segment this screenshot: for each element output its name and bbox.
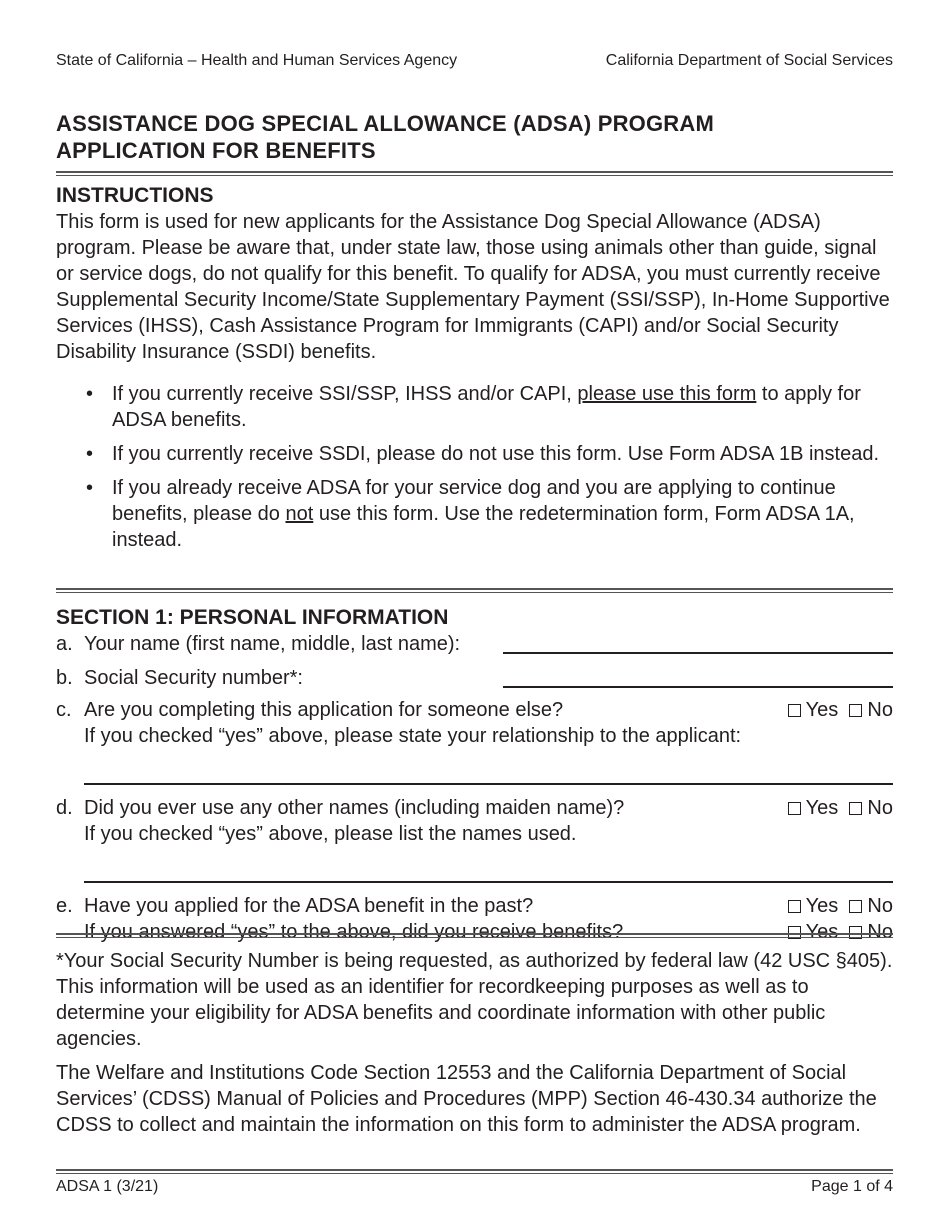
no-label: No xyxy=(867,699,893,721)
page-footer xyxy=(56,1178,893,1196)
instructions-intro: This form is used for new applicants for the Assistance Dog Special Allowance (ADSA) program. Please be aware that, under state law, those using animals other than guide, signal or service dogs, do not qualify for this benefit. To qualify for ADSA, you must currently receive Supplemental Security Income/State Supplementary Payment (SSI/SSP), In-Home Supportive Services (IHSS), Cash Assistance Program for Immigrants (CAPI) and/or Social Security Disability Insurance (SSDI) benefits. xyxy=(56,211,890,363)
yes-no-c xyxy=(788,697,893,723)
text: to apply for ADSA benefits. xyxy=(112,383,861,431)
yes-no-d xyxy=(788,795,893,821)
question-c xyxy=(56,697,893,723)
emphasis: not xyxy=(285,503,314,525)
agency-name: State of California – Health and Human Services Agency xyxy=(56,52,458,69)
label: c. xyxy=(56,699,72,721)
question-e xyxy=(56,893,893,919)
yes-label: Yes xyxy=(805,699,839,721)
title-line-1: ASSISTANCE DOG SPECIAL ALLOWANCE (ADSA) PROGRAM xyxy=(56,111,715,136)
list-item xyxy=(82,441,893,467)
divider xyxy=(56,588,893,593)
question-text: If you checked “yes” above, please state your relationship to the applicant: xyxy=(84,725,742,747)
page-title xyxy=(56,110,893,164)
text: If you currently receive SSDI, please do not use this form. Use Form ADSA 1B instead. xyxy=(112,443,880,465)
instructions-list xyxy=(82,381,893,553)
label: e. xyxy=(56,895,73,917)
yes-label: Yes xyxy=(805,797,839,819)
page-number: Page 1 of 4 xyxy=(811,1178,893,1195)
page-header xyxy=(56,52,893,70)
no-checkbox[interactable] xyxy=(849,802,862,815)
question-d-sub xyxy=(56,821,893,847)
department-name: California Department of Social Services xyxy=(605,52,893,69)
yes-label: Yes xyxy=(805,895,839,917)
label: a. xyxy=(56,633,73,655)
no-label: No xyxy=(867,921,893,943)
yes-checkbox[interactable] xyxy=(788,900,801,913)
question-text: Did you ever use any other names (including maiden name)? xyxy=(84,797,625,819)
yes-no-e1 xyxy=(788,893,893,919)
yes-label: Yes xyxy=(805,921,839,943)
emphasis: please use this form xyxy=(577,383,757,405)
list-item xyxy=(82,475,893,553)
instructions-heading: INSTRUCTIONS xyxy=(56,184,214,207)
form-number: ADSA 1 (3/21) xyxy=(56,1178,159,1195)
notes xyxy=(56,948,893,1146)
question-text: Are you completing this application for someone else? xyxy=(84,699,564,721)
authority-notice: The Welfare and Institutions Code Section 12553 and the California Department of Social Services’ (CDSS) Manual of Policies and Procedures (MPP) Section 46-430.34 authorize the CDSS to collect and maintain the information on this form to administer the ADSA program. xyxy=(56,1062,877,1136)
relationship-field[interactable] xyxy=(84,749,893,785)
question-text: Your name (first name, middle, last name): xyxy=(84,633,461,655)
list-item xyxy=(82,381,893,433)
label: b. xyxy=(56,667,73,689)
no-label: No xyxy=(867,797,893,819)
question-text: Have you applied for the ADSA benefit in the past? xyxy=(84,895,534,917)
divider xyxy=(56,933,893,938)
question-text: Social Security number*: xyxy=(84,667,303,689)
ssn-notice: *Your Social Security Number is being requested, as authorized by federal law (42 USC §405). This information will be used as an identifier for recordkeeping purposes as well as to determine your eligibility for ADSA benefits and coordinate information with other public agencies. xyxy=(56,950,893,1050)
section-1-heading: SECTION 1: PERSONAL INFORMATION xyxy=(56,606,449,629)
title-line-2: APPLICATION FOR BENEFITS xyxy=(56,138,376,163)
question-text: If you checked “yes” above, please list the names used. xyxy=(84,823,577,845)
yes-no-e2 xyxy=(788,919,893,945)
question-text: If you answered “yes” to the above, did you receive benefits? xyxy=(84,921,624,943)
text: If you already receive ADSA for your service dog and you are applying to continue benefits, please do xyxy=(112,477,836,525)
question-b xyxy=(56,665,893,697)
question-e-sub xyxy=(56,919,893,945)
no-label: No xyxy=(867,895,893,917)
text: If you currently receive SSI/SSP, IHSS and/or CAPI, xyxy=(112,383,578,405)
no-checkbox[interactable] xyxy=(849,704,862,717)
other-names-field[interactable] xyxy=(84,847,893,883)
section-1 xyxy=(56,605,893,945)
no-checkbox[interactable] xyxy=(849,900,862,913)
yes-checkbox[interactable] xyxy=(788,704,801,717)
question-a xyxy=(56,631,893,665)
name-field[interactable] xyxy=(503,631,893,654)
divider xyxy=(56,171,893,176)
yes-checkbox[interactable] xyxy=(788,802,801,815)
text: use this form. Use the redetermination form, Form ADSA 1A, instead. xyxy=(112,503,855,551)
label: d. xyxy=(56,797,73,819)
divider xyxy=(56,1169,893,1174)
instructions-section xyxy=(56,183,893,561)
question-c-sub xyxy=(56,723,893,749)
question-d xyxy=(56,795,893,821)
ssn-field[interactable] xyxy=(503,665,893,688)
